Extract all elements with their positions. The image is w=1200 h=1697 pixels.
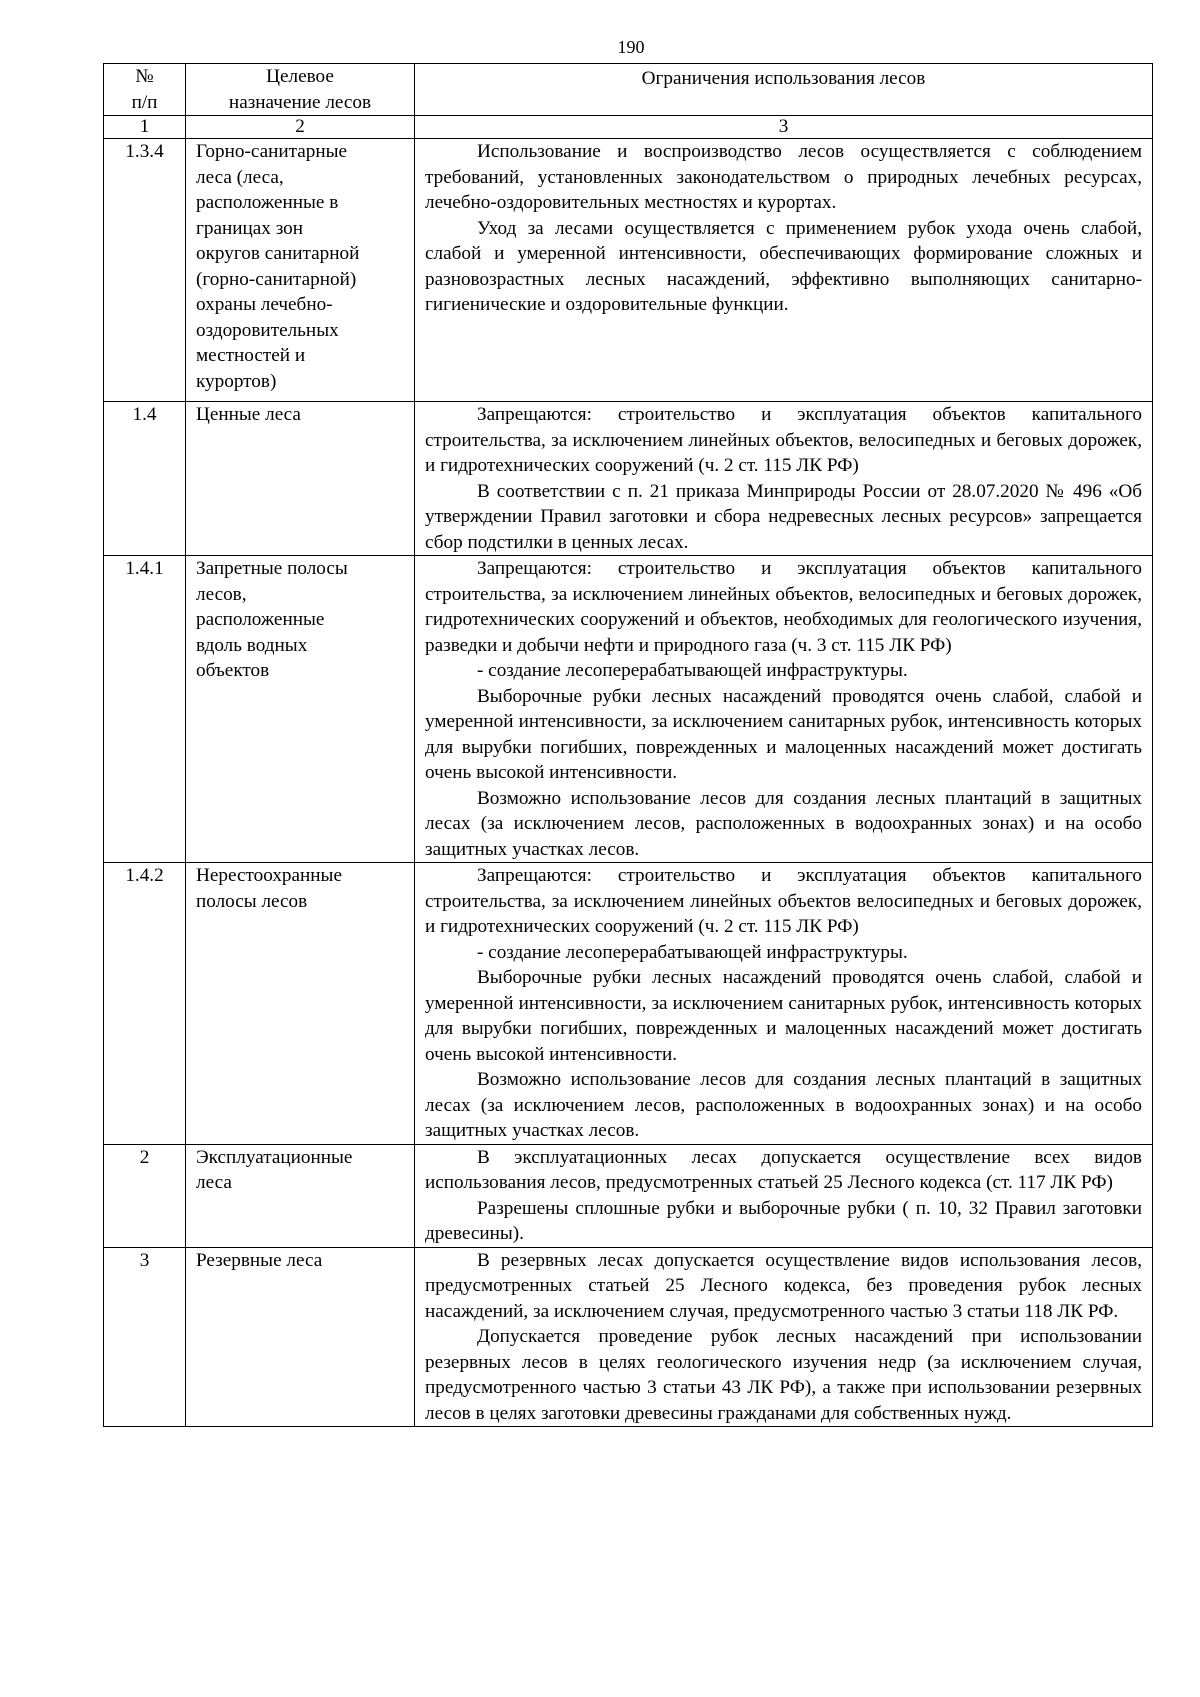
restriction-paragraph: Выборочные рубки лесных насаждений проводятся очень слабой, слабой и умеренной интенсивности, за исключением санитарных рубок, интенсивность которых для вырубки погибших, поврежденных и малоценных насаждений может достигать очень высокой интенсивности. (425, 685, 1142, 783)
row-purpose (186, 1144, 415, 1247)
row-number: 1.3.4 (104, 139, 186, 402)
row-purpose (186, 139, 415, 402)
row-purpose (186, 556, 415, 863)
restriction-paragraph: Использование и воспроизводство лесов осуществляется с соблюдением требований, установленных законодательством о природных лечебных ресурсах, лечебно-оздоровительных местностях и курортах. (425, 141, 1142, 213)
header-number-line: п/п (131, 91, 158, 113)
restriction-paragraph: В резервных лесах допускается осуществление видов использования лесов, предусмотренных статьей 25 Лесного кодекса, без проведения рубок лесных насаждений, за исключением случая, предусмотренного частью 3 статьи 118 ЛК РФ. (425, 1249, 1142, 1322)
page-number: 190 (617, 37, 645, 57)
restriction-paragraph: Запрещаются: строительство и эксплуатация объектов капитального строительства, за исключением линейных объектов велосипедных и беговых дорожек, и гидротехнических сооружений (ч. 2 ст. 115 ЛК РФ) (425, 865, 1142, 937)
row-restrictions (415, 556, 1153, 863)
purpose-line: местностей и (196, 345, 306, 366)
row-purpose (186, 863, 415, 1145)
purpose-line: Нерестоохранные (196, 865, 342, 886)
purpose-line: Резервные леса (196, 1249, 323, 1271)
row-number: 1.4.1 (104, 556, 186, 863)
table-header-row (104, 64, 1153, 116)
purpose-line: объектов (196, 660, 270, 681)
restriction-paragraph: - создание лесоперерабатывающей инфраструктуры. (477, 941, 908, 963)
row-restrictions (415, 139, 1153, 402)
restriction-paragraph: Возможно использование лесов для создания лесных плантаций в защитных лесах (за исключением лесов, расположенных в водоохранных зонах) и на особо защитных участках лесов. (425, 1069, 1142, 1141)
row-purpose (186, 1247, 415, 1427)
table-row (104, 556, 1153, 863)
header-purpose (186, 64, 415, 116)
purpose-line: леса (196, 1172, 232, 1193)
restriction-paragraph: Разрешены сплошные рубки и выборочные рубки ( п. 10, 32 Правил заготовки древесины). (425, 1197, 1142, 1244)
purpose-line: лесов, (196, 583, 247, 605)
column-index-row (104, 116, 1153, 139)
row-number: 3 (104, 1247, 186, 1427)
purpose-line: округов санитарной (196, 243, 360, 264)
header-restrictions: Ограничения использования лесов (415, 64, 1153, 116)
row-restrictions (415, 1247, 1153, 1427)
column-index: 3 (415, 116, 1153, 139)
table-row (104, 1144, 1153, 1247)
header-purpose-line: Целевое (266, 66, 334, 87)
purpose-line: границах зон (196, 217, 304, 239)
restriction-paragraph: - создание лесоперерабатывающей инфраструктуры. (477, 660, 908, 681)
header-number (104, 64, 186, 116)
purpose-line: Запретные полосы (196, 558, 348, 579)
table-row (104, 139, 1153, 402)
row-purpose (186, 402, 415, 556)
restriction-paragraph: Допускается проведение рубок лесных насаждений при использовании резервных лесов в целях геологического изучения недр (за исключением случая, предусмотренного частью 3 статьи 43 ЛК РФ), а также при использовании резервных лесов в целях заготовки древесины гражданами для собственных нужд. (425, 1326, 1142, 1424)
row-number: 1.4.2 (104, 863, 186, 1145)
restriction-paragraph: Уход за лесами осуществляется с применением рубок ухода очень слабой, слабой и умеренной интенсивности, обеспечивающих формирование сложных и разновозрастных лесных насаждений, эффективно выполняющих санитарно-гигиенические и оздоровительные функции. (425, 217, 1142, 315)
restriction-paragraph: В соответствии с п. 21 приказа Минприроды России от 28.07.2020 № 496 «Об утверждении Правил заготовки и сбора недревесных лесных ресурсов» запрещается сбор подстилки в ценных лесах. (425, 480, 1142, 553)
header-number-line: № (135, 66, 154, 87)
restriction-paragraph: Возможно использование лесов для создания лесных плантаций в защитных лесах (за исключением лесов, расположенных в водоохранных зонах) и на особо защитных участках лесов. (425, 787, 1142, 860)
purpose-line: полосы лесов (196, 890, 308, 912)
table-row (104, 402, 1153, 556)
row-restrictions (415, 402, 1153, 556)
purpose-line: леса (леса, (196, 166, 284, 188)
column-index: 1 (104, 116, 186, 139)
table-row (104, 1247, 1153, 1427)
row-number: 1.4 (104, 402, 186, 556)
table-row (104, 863, 1153, 1145)
restriction-paragraph: В эксплуатационных лесах допускается осуществление всех видов использования лесов, предусмотренных статьей 25 Лесного кодекса (ст. 117 ЛК РФ) (425, 1146, 1142, 1193)
column-index: 2 (186, 116, 415, 139)
header-purpose-line: назначение лесов (228, 91, 372, 113)
purpose-line: вдоль водных (196, 634, 308, 656)
purpose-line: охраны лечебно- (196, 294, 333, 315)
restriction-paragraph: Выборочные рубки лесных насаждений проводятся очень слабой, слабой и умеренной интенсивности, за исключением санитарных рубок, интенсивность которых для вырубки погибших, поврежденных и малоценных насаждений может достигать очень высокой интенсивности. (425, 967, 1142, 1065)
restriction-paragraph: Запрещаются: строительство и эксплуатация объектов капитального строительства, за исключением линейных объектов, велосипедных и беговых дорожек, гидротехнических сооружений и объектов, необходимых для геологического изучения, разведки и добычи нефти и природного газа (ч. 3 ст. 115 ЛК РФ) (425, 558, 1142, 656)
restriction-paragraph: Запрещаются: строительство и эксплуатация объектов капитального строительства, за исключением линейных объектов, велосипедных и беговых дорожек, и гидротехнических сооружений (ч. 2 ст. 115 ЛК РФ) (425, 404, 1142, 476)
purpose-line: курортов) (196, 370, 277, 392)
row-number: 2 (104, 1144, 186, 1247)
purpose-line: расположенные (196, 609, 325, 630)
row-restrictions (415, 1144, 1153, 1247)
purpose-line: оздоровительных (196, 319, 339, 341)
purpose-line: Эксплуатационные (196, 1146, 353, 1168)
purpose-line: расположенные в (196, 192, 339, 213)
purpose-line: Горно-санитарные (196, 141, 348, 162)
row-restrictions (415, 863, 1153, 1145)
purpose-line: Ценные леса (196, 404, 301, 425)
purpose-line: (горно-санитарной) (196, 268, 357, 290)
forest-restrictions-table (103, 63, 1153, 1427)
